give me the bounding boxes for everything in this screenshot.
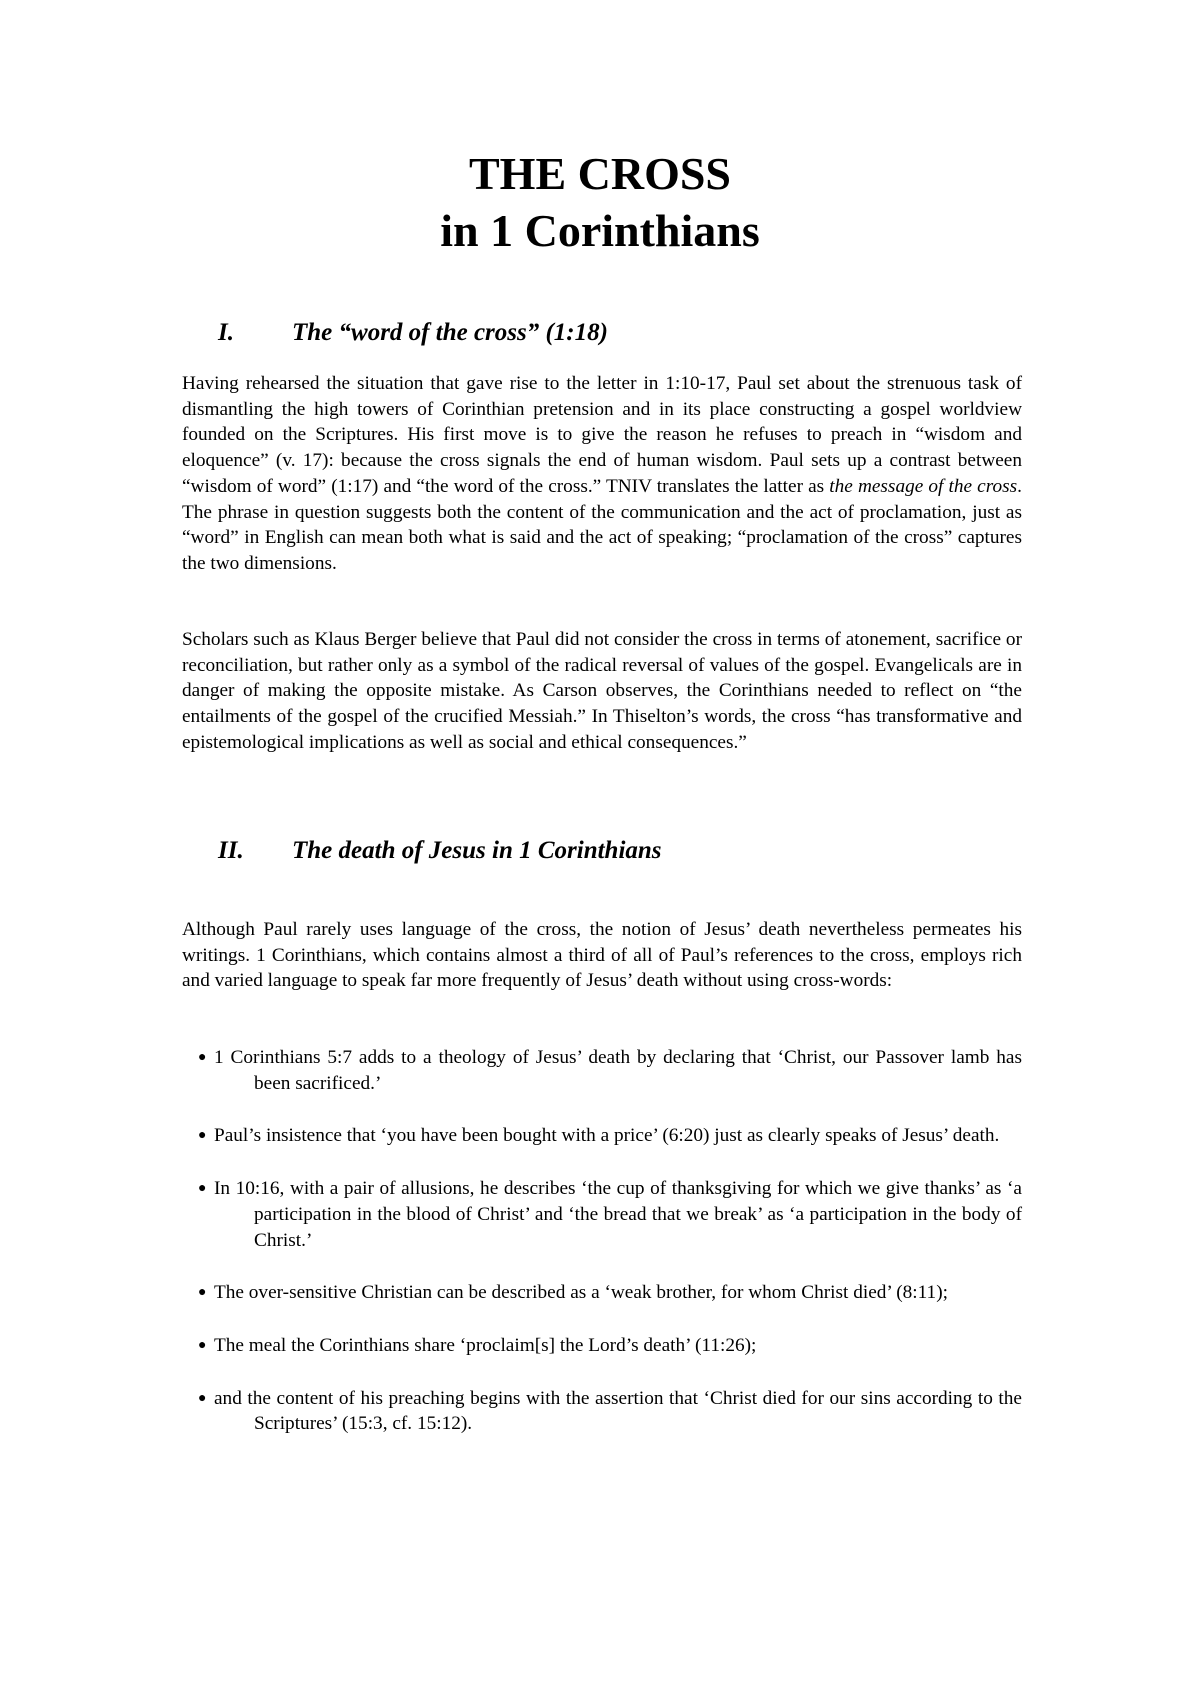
bullet-icon: ● — [198, 1181, 207, 1197]
bullet-icon: ● — [198, 1390, 207, 1406]
list-item — [182, 1123, 1022, 1149]
bullet-list — [182, 1045, 1022, 1464]
section-1-paragraph-2: Scholars such as Klaus Berger believe that Paul did not consider the cross in terms of atonement, sacrifice or reconciliation, but rather only as a symbol of the radical reversal of values of the gospel. Evangelicals are in danger of making the opposite mistake. As Carson observes, the Corinthians needed to reflect on “the entailments of the gospel of the crucified Messiah.” In Thiselton’s words, the cross “has transformative and epistemological implications as well as social and ethical consequences.” — [182, 629, 1022, 753]
bullet-icon: ● — [198, 1050, 207, 1065]
list-item-text: The over-sensitive Christian can be described as a ‘weak brother, for whom Christ died’ (8:11); — [214, 1282, 948, 1304]
bullet-icon: ● — [198, 1337, 207, 1353]
list-item — [182, 1280, 1022, 1306]
list-item-text: and the content of his preaching begins with the assertion that ‘Christ died for our sins according to the Scriptures’ (15:3, cf. 15:12). — [214, 1387, 1022, 1435]
list-item-text: 1 Corinthians 5:7 adds to a theology of Jesus’ death by declaring that ‘Christ, our Passover lamb has been sacrificed.’ — [214, 1047, 1022, 1094]
list-item — [182, 1045, 1022, 1096]
list-item-text: Paul’s insistence that ‘you have been bought with a price’ (6:20) just as clearly speaks of Jesus’ death. — [214, 1125, 1000, 1147]
bullet-icon: ● — [198, 1285, 207, 1301]
list-item-text: The meal the Corinthians share ‘proclaim[s] the Lord’s death’ (11:26); — [214, 1334, 757, 1356]
bullet-icon: ● — [198, 1128, 207, 1144]
section-1-paragraph-1 — [182, 371, 1022, 577]
italic-phrase: the message of the cross — [829, 475, 1018, 497]
list-item — [182, 1176, 1022, 1253]
section-1-heading — [218, 318, 608, 348]
document-title-line-1: THE CROSS — [468, 148, 732, 199]
section-1-heading-text: The “word of the cross” (1:18) — [292, 319, 608, 346]
document-title-line-2: in 1 Corinthians — [440, 205, 760, 256]
section-1-number: I. — [218, 319, 234, 346]
paragraph-text: Having rehearsed the situation that gave rise to the letter in 1:10-17, Paul set about the strenuous task of dismantling the high towers of Corinthian pretension and in its place constructing a gospel worldview founded on the Scriptures. His first move is to give the reason he refuses to preach in “wisdom and eloquence” (v. 17): because the cross signals the end of human wisdom. Paul sets up a contrast between “wisdom of word” (1:17) and “the word of the cross.” TNIV translates the latter as — [182, 373, 1022, 497]
section-2-number: II. — [218, 837, 244, 864]
list-item — [182, 1333, 1022, 1359]
list-item-text: In 10:16, with a pair of allusions, he describes ‘the cup of thanksgiving for which we give thanks’ as ‘a participation in the blood of Christ’ and ‘the bread that we break’ as ‘a participation in the body of Christ.’ — [214, 1178, 1022, 1251]
list-item — [182, 1386, 1022, 1437]
section-2-heading-text: The death of Jesus in 1 Corinthians — [292, 837, 662, 864]
section-2-paragraph-1: Although Paul rarely uses language of the cross, the notion of Jesus’ death nevertheless permeates his writings. 1 Corinthians, which contains almost a third of all of Paul’s references to the cross, employs rich and varied language to speak far more frequently of Jesus’ death without using cross-words: — [182, 919, 1022, 992]
paragraph-text: . The phrase in question suggests both the content of the communication and the act of proclamation, just as “word” in English can mean both what is said and the act of speaking; “proclamation of the cross” captures the two dimensions. — [182, 475, 1022, 574]
section-2-heading — [218, 836, 662, 866]
